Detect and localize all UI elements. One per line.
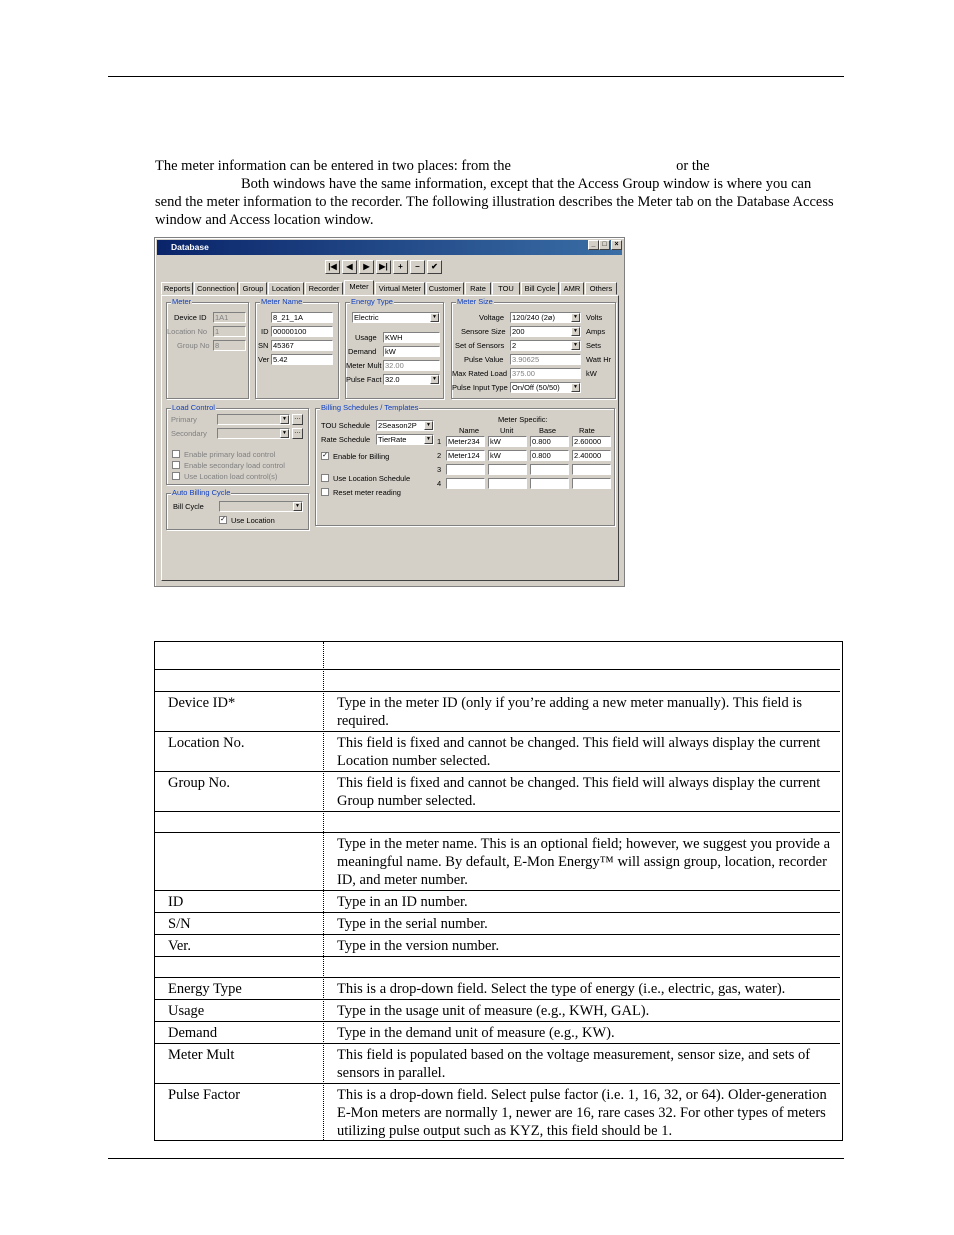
row-unit-field[interactable]	[488, 478, 527, 489]
col-unit-header: Unit	[500, 426, 514, 435]
field-cell: Pulse Factor	[168, 1087, 241, 1103]
delete-record-button[interactable]: –	[410, 260, 425, 274]
use-location-schedule-checkbox[interactable]	[321, 474, 329, 482]
table-row	[155, 956, 840, 978]
chevron-down-icon[interactable]: ▼	[424, 435, 433, 444]
primary-label: Primary	[171, 415, 197, 424]
tab-amr[interactable]: AMR	[560, 282, 584, 295]
voltage-label: Voltage	[479, 313, 505, 322]
row-unit-field[interactable]: kW	[488, 450, 527, 461]
row-number: 4	[437, 479, 442, 488]
secondary-browse-button[interactable]: …	[292, 428, 303, 439]
row-rate-field[interactable]: 2.40000	[572, 450, 611, 461]
max-load-field: 375.00	[510, 368, 581, 379]
sensor-size-value: 200	[512, 327, 525, 336]
row-rate-field[interactable]	[572, 464, 611, 475]
demand-field[interactable]: kW	[383, 346, 440, 357]
rate-schedule-value: TierRate	[378, 435, 407, 444]
field-cell: S/N	[168, 916, 191, 932]
sets-value: 2	[512, 341, 517, 350]
usage-field[interactable]: KWH	[383, 332, 440, 343]
meter-name-group-label: Meter Name	[261, 297, 303, 306]
tab-others[interactable]: Others	[585, 282, 617, 295]
table-row	[155, 912, 840, 935]
tab-customer[interactable]: Customer	[426, 282, 464, 295]
first-record-button[interactable]: |◀	[325, 260, 340, 274]
table-row	[155, 1021, 840, 1044]
table-row	[155, 1043, 840, 1084]
energy-type-value: Electric	[354, 313, 379, 322]
maximize-button[interactable]: □	[599, 240, 610, 250]
table-row	[155, 669, 840, 692]
voltage-select[interactable]	[510, 312, 581, 323]
field-cell: Energy Type	[168, 981, 242, 997]
description-cell: This is a drop-down field. Select the type of energy (i.e., electric, gas, water).	[337, 981, 786, 997]
demand-label: Demand	[348, 347, 377, 356]
row-unit-field[interactable]: kW	[488, 436, 527, 447]
bill-cycle-select[interactable]	[219, 501, 303, 512]
footer-rule	[108, 1158, 844, 1159]
field-cell: Device ID*	[168, 695, 236, 711]
table-row	[155, 999, 840, 1022]
tab-meter[interactable]: Meter	[344, 280, 374, 295]
row-number: 2	[437, 451, 442, 460]
primary-select	[217, 414, 290, 425]
pulse-value-label: Pulse Value	[464, 355, 504, 364]
col-base-header: Base	[539, 426, 557, 435]
row-name-field[interactable]: Meter124	[446, 450, 485, 461]
field-cell: Meter Mult	[168, 1047, 235, 1063]
row-name-field[interactable]	[446, 464, 485, 475]
id-field[interactable]: 00000100	[271, 326, 333, 337]
primary-browse-button[interactable]: …	[292, 414, 303, 425]
enable-secondary-checkbox[interactable]	[172, 461, 180, 469]
chevron-down-icon: ▼	[280, 415, 289, 424]
energy-type-group-label: Energy Type	[351, 297, 393, 306]
load-control-group	[166, 403, 309, 485]
tab-rate[interactable]: Rate	[465, 282, 491, 295]
enable-billing-label: Enable for Billing	[333, 452, 390, 461]
next-record-button[interactable]: ▶	[359, 260, 374, 274]
row-name-field[interactable]: Meter234	[446, 436, 485, 447]
table-row	[155, 977, 840, 1000]
id-label: ID	[261, 327, 269, 336]
row-name-field[interactable]	[446, 478, 485, 489]
group-no-label: Group No	[177, 341, 210, 350]
group-no-field: 8	[213, 340, 246, 351]
energy-type-group	[345, 297, 444, 399]
database-dialog	[154, 237, 625, 587]
intro-paragraph	[155, 157, 835, 229]
enable-primary-label: Enable primary load control	[184, 450, 276, 459]
description-cell: Type in the demand unit of measure (e.g., KW).	[337, 1025, 615, 1041]
voltage-value: 120/240 (2ø)	[512, 313, 555, 322]
tab-tou[interactable]: TOU	[492, 282, 520, 295]
dialog-title: Database	[171, 242, 209, 252]
location-no-field: 1	[213, 326, 246, 337]
sensor-size-label: Sensore Size	[461, 327, 506, 336]
col-name-header: Name	[459, 426, 480, 435]
sensor-unit: Amps	[586, 327, 606, 336]
row-base-field[interactable]	[530, 464, 569, 475]
minimize-button[interactable]: _	[588, 240, 599, 250]
usage-label: Usage	[355, 333, 377, 342]
close-button[interactable]: ×	[611, 240, 622, 250]
field-cell: Ver.	[168, 938, 191, 954]
meter-mult-label: Meter Mult	[346, 361, 382, 370]
pulse-fact-value: 32.0	[385, 375, 400, 384]
col-rate-header: Rate	[579, 426, 595, 435]
intro-text-1: The meter information can be entered in two places: from the	[155, 158, 511, 174]
location-no-label: Location No	[167, 327, 208, 336]
meter-name-field[interactable]: 8_21_1A	[271, 312, 333, 323]
row-rate-field[interactable]	[572, 478, 611, 489]
description-cell: Type in the usage unit of measure (e.g., KWH, GAL).	[337, 1003, 650, 1019]
chevron-down-icon[interactable]: ▼	[571, 327, 580, 336]
meter-group-label: Meter	[172, 297, 192, 306]
enable-secondary-label: Enable secondary load control	[184, 461, 285, 470]
pulse-input-select[interactable]	[510, 382, 581, 393]
row-base-field[interactable]	[530, 478, 569, 489]
tab-location[interactable]: Location	[268, 282, 304, 295]
sets-label: Set of Sensors	[455, 341, 505, 350]
ver-label: Ver	[258, 355, 270, 364]
auto-billing-group	[166, 488, 309, 530]
chevron-down-icon[interactable]: ▼	[430, 313, 439, 322]
table-row	[155, 934, 840, 957]
energy-type-select[interactable]	[352, 312, 440, 323]
table-row	[155, 731, 840, 772]
billing-schedules-group	[315, 403, 615, 526]
description-cell: This field is populated based on the voltage measurement, sensor size, and sets of sensors in parallel.	[337, 1047, 811, 1081]
secondary-select	[217, 428, 290, 439]
chevron-down-icon[interactable]: ▼	[571, 383, 580, 392]
tab-reports[interactable]: Reports	[161, 282, 193, 295]
bill-cycle-label: Bill Cycle	[173, 502, 204, 511]
pulse-fact-select[interactable]	[383, 374, 440, 385]
max-load-unit: kW	[586, 369, 597, 378]
enable-billing-checkbox[interactable]: ✓	[322, 452, 328, 459]
use-location-load-checkbox[interactable]	[172, 472, 180, 480]
secondary-label: Secondary	[171, 429, 207, 438]
description-cell: Type in the meter ID (only if you’re adding a new meter manually). This field is required.	[337, 695, 802, 729]
table-row	[155, 811, 840, 833]
device-id-label: Device ID	[174, 313, 207, 322]
table-row	[155, 691, 840, 732]
sensor-size-select[interactable]	[510, 326, 581, 337]
use-location-load-label: Use Location load control(s)	[184, 472, 278, 481]
reset-meter-checkbox[interactable]	[321, 488, 329, 496]
chevron-down-icon[interactable]: ▼	[293, 502, 302, 511]
meter-size-group	[451, 297, 616, 399]
tou-schedule-select[interactable]	[376, 420, 434, 431]
table-row	[155, 771, 840, 812]
billing-schedules-group-label: Billing Schedules / Templates	[321, 403, 419, 412]
chevron-down-icon[interactable]: ▼	[571, 313, 580, 322]
device-id-field[interactable]: 1A1	[213, 312, 246, 323]
meter-name-group	[255, 297, 339, 399]
table-row	[155, 641, 840, 669]
sets-select[interactable]	[510, 340, 581, 351]
use-location-schedule-label: Use Location Schedule	[333, 474, 411, 483]
reset-meter-label: Reset meter reading	[333, 488, 401, 497]
intro-text-3: Both windows have the same information, except that the Access Group window is where you can send the meter information to the recorder. The following illustration describes the Meter tab on the Database Access window and Access location window.	[155, 176, 834, 228]
chevron-down-icon[interactable]: ▼	[430, 375, 439, 384]
tab-virtual-meter[interactable]: Virtual Meter	[375, 282, 425, 295]
field-description-table	[154, 641, 843, 1141]
row-rate-field[interactable]: 2.60000	[572, 436, 611, 447]
add-record-button[interactable]: +	[393, 260, 408, 274]
row-unit-field[interactable]	[488, 464, 527, 475]
field-cell: Demand	[168, 1025, 218, 1041]
chevron-down-icon: ▼	[280, 429, 289, 438]
tab-group[interactable]: Group	[239, 282, 267, 295]
row-base-field[interactable]: 0.800	[530, 450, 569, 461]
sets-unit: Sets	[586, 341, 602, 350]
table-row	[155, 890, 840, 913]
description-cell: Type in the serial number.	[337, 916, 488, 932]
dialog-titlebar	[157, 240, 622, 255]
auto-billing-group-label: Auto Billing Cycle	[172, 488, 231, 497]
meter-mult-field: 32.00	[383, 360, 440, 371]
enable-primary-checkbox[interactable]	[172, 450, 180, 458]
use-location-label: Use Location	[231, 516, 275, 525]
sn-label: SN	[258, 341, 269, 350]
chevron-down-icon[interactable]: ▼	[571, 341, 580, 350]
description-cell: This field is fixed and cannot be changed. This field will always display the current Location number selected.	[337, 735, 821, 769]
field-cell: ID	[168, 894, 184, 910]
max-load-label: Max Rated Load	[452, 369, 508, 378]
row-base-field[interactable]: 0.800	[530, 436, 569, 447]
pulse-value-field: 3.90625	[510, 354, 581, 365]
table-row	[155, 1083, 840, 1140]
pulse-unit: Watt Hr	[586, 355, 612, 364]
row-number: 3	[437, 465, 442, 474]
meter-tab-panel	[161, 295, 619, 581]
pulse-input-label: Pulse Input Type	[452, 383, 508, 392]
tou-schedule-value: 2Season2P	[378, 421, 417, 430]
row-number: 1	[437, 437, 442, 446]
sn-field[interactable]: 45367	[271, 340, 333, 351]
meter-specific-label: Meter Specific:	[498, 415, 548, 424]
voltage-unit: Volts	[586, 313, 603, 322]
pulse-fact-label: Pulse Fact	[346, 375, 382, 384]
use-location-checkbox[interactable]: ✓	[220, 516, 226, 523]
field-cell: Location No.	[168, 735, 245, 751]
tab-recorder[interactable]: Recorder	[305, 282, 343, 295]
intro-text-2: or the	[676, 158, 710, 174]
ver-field[interactable]: 5.42	[271, 354, 333, 365]
meter-group	[166, 297, 249, 399]
field-cell: Usage	[168, 1003, 205, 1019]
description-cell: Type in the version number.	[337, 938, 500, 954]
post-record-button[interactable]: ✔	[427, 260, 442, 274]
load-control-group-label: Load Control	[172, 403, 215, 412]
meter-size-group-label: Meter Size	[457, 297, 493, 306]
description-cell: Type in the meter name. This is an optional field; however, we suggest you provide a meaningful name. By default, E-Mon Energy™ will assign group, location, recorder ID, and meter number.	[337, 836, 831, 888]
description-cell: Type in an ID number.	[337, 894, 468, 910]
rate-schedule-label: Rate Schedule	[321, 435, 371, 444]
pulse-input-value: On/Off (50/50)	[512, 383, 560, 392]
table-row	[155, 832, 840, 891]
last-record-button[interactable]: ▶|	[376, 260, 391, 274]
description-cell: This is a drop-down field. Select pulse factor (i.e. 1, 16, 32, or 64). Older-generation E-Mon meters are normally 1, newer are 16, rare cases 32. For other types of meters utilizing pulse output such as KYZ, this field should be 1.	[337, 1087, 827, 1139]
header-rule	[108, 76, 844, 77]
tab-connection[interactable]: Connection	[194, 282, 238, 295]
tou-schedule-label: TOU Schedule	[321, 421, 371, 430]
prev-record-button[interactable]: ◀	[342, 260, 357, 274]
tab-strip	[161, 282, 618, 295]
chevron-down-icon[interactable]: ▼	[424, 421, 433, 430]
rate-schedule-select[interactable]	[376, 434, 434, 445]
field-cell: Group No.	[168, 775, 231, 791]
description-cell: This field is fixed and cannot be changed. This field will always display the current Group number selected.	[337, 775, 821, 809]
tab-bill-cycle[interactable]: Bill Cycle	[521, 282, 559, 295]
